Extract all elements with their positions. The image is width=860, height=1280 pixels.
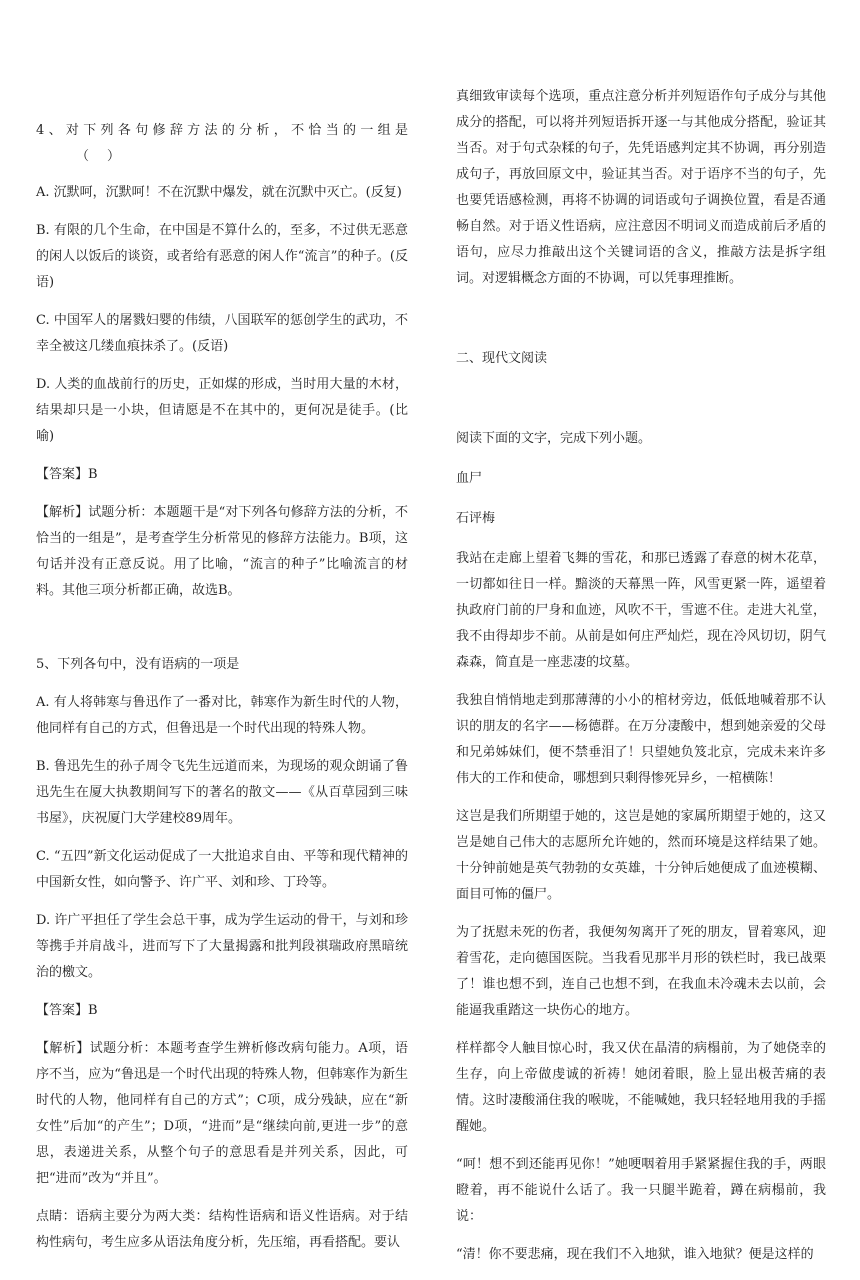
article-paragraph: 我站在走廊上望着飞舞的雪花，和那已透露了春意的树木花草，一切都如往日一样。黯淡的天幕黑一阵，风雪更紧一阵，遥望着执政府门前的尸身和血迹，风吹不干，雪遮不住。走进大礼堂，我不由得却步不前。从前是如何庄严灿烂，现在冷风切切，阴气森森，简直是一座悲凄的坟墓。 (456, 551, 826, 670)
question-4-option-b: B. 有限的几个生命，在中国是不算什么的，至多，不过供无恶意的闲人以饭后的谈资，或者给有恶意的闲人作“流言”的种子。(反语) (36, 223, 408, 290)
question-5-option-d: D. 许广平担任了学生会总干事，成为学生运动的骨干，与刘和珍等携手并肩战斗，进而写下了大量揭露和批判段祺瑞政府黑暗统治的檄文。 (36, 913, 408, 980)
article-author: 石评梅 (456, 511, 496, 526)
question-5-answer: 【答案】B (36, 1003, 98, 1018)
question-4-answer: 【答案】B (36, 467, 98, 482)
section-title: 二、现代文阅读 (456, 351, 548, 366)
article-paragraph: 这岂是我们所期望于她的，这岂是她的家属所期望于她的，这又岂是她自己伟大的志愿所允许她的，然而环境是这样结果了她。十分钟前她是英气勃勃的女英雄，十分钟后她便成了血迹模糊、面目可怖的僵尸。 (456, 809, 826, 902)
question-4-stem-text: 4、对下列各句修辞方法的分析，不恰当的一组是 (36, 123, 408, 138)
article-paragraph: 我独自悄悄地走到那薄薄的小小的棺材旁边，低低地喊着那不认识的朋友的名字——杨德群。在万分凄酸中，想到她亲爱的父母和兄弟姊妹们，便不禁垂泪了！只望她负笈北京，完成未来许多伟大的工作和使命，哪想到只剩得惨死异乡，一棺横陈！ (456, 693, 826, 786)
article-paragraph: “呵！想不到还能再见你！”她哽咽着用手紧紧握住我的手，两眼瞪着，再不能说什么话了。我一只腿半跪着，蹲在病榻前，我说： (456, 1157, 826, 1224)
question-5-stem: 5、下列各句中，没有语病的一项是 (36, 657, 240, 672)
question-4-option-a: A. 沉默呵，沉默呵！不在沉默中爆发，就在沉默中灭亡。(反复) (36, 185, 402, 200)
article-title: 血尸 (456, 471, 483, 486)
spacer (456, 304, 826, 346)
question-4-analysis: 【解析】试题分析：本题题干是“对下列各句修辞方法的分析，不恰当的一组是”，是考查学生分析常见的修辞方法能力。B项，这句话并没有正意反说。用了比喻，“流言的种子”比喻流言的材料。其他三项分析都正确，故选B。 (36, 505, 408, 598)
left-column (36, 0, 408, 1268)
right-column (456, 0, 826, 1280)
question-5-analysis: 【解析】试题分析：本题考查学生辨析修改病句能力。A项，语序不当，应为“鲁迅是一个时代出现的特殊人物，但韩寒作为新生时代的人物，他同样有自己的方式”；C项，成分残缺，应在“新女性”后加“的产生”；D项，“进而”是“继续向前,更进一步”的意思，表递进关系，从整个句子的意思看是并列关系，因此，可把“进而”改为“并且”。 (36, 1041, 408, 1186)
question-4-stem (36, 118, 408, 170)
question-4-option-c: C. 中国军人的屠戮妇婴的伟绩，八国联军的惩创学生的武功，不幸全被这几缕血痕抹杀了。(反语) (36, 313, 408, 354)
article-paragraph: “清！你不要悲痛，现在我们不入地狱，谁入地狱？便是这样的 (456, 1247, 814, 1262)
spacer (36, 616, 408, 652)
reading-instruction: 阅读下面的文字，完成下列小题。 (456, 431, 652, 446)
article-paragraph: 样样都令人触目惊心时，我又伏在晶清的病榻前，为了她侥幸的生存，向上帝做虔诚的祈祷！她闭着眼，脸上显出极苦痛的表情。这时凄酸涌住我的喉咙，不能喊她，我只轻轻地用我的手摇醒她。 (456, 1041, 826, 1134)
tip-continued: 真细致审读每个选项，重点注意分析并列短语作句子成分与其他成分的搭配，可以将并列短语拆开逐一与其他成分搭配，验证其当否。对于句式杂糅的句子，先凭语感判定其不协调，再分别造成句子，再放回原文中，验证其当否。对于语序不当的句子，先也要凭语感检测，再将不协调的词语或句子调换位置，看是否通畅自然。对于语义性语病，应注意因不明词义而造成前后矛盾的语句，应尽力推敲出这个关键词语的含义，推敲方法是拆字组词。对逻辑概念方面的不协调，可以凭事理推断。 (456, 89, 826, 286)
spacer (456, 384, 826, 426)
question-5-tip: 点睛：语病主要分为两大类：结构性语病和语义性语病。对于结构性病句，考生应多从语法角度分析，先压缩，再看搭配。要认 (36, 1209, 408, 1250)
question-5-option-c: C. “五四”新文化运动促成了一大批追求自由、平等和现代精神的中国新女性，如向警予、许广平、刘和珍、丁玲等。 (36, 849, 408, 890)
question-4-option-d: D. 人类的血战前行的历史，正如煤的形成，当时用大量的木材，结果却只是一小块，但请愿是不在其中的，更何况是徒手。(比喻) (36, 377, 408, 444)
question-5-option-a: A. 有人将韩寒与鲁迅作了一番对比，韩寒作为新生时代的人物，他同样有自己的方式，但鲁迅是一个时代出现的特殊人物。 (36, 695, 408, 736)
answer-blank: （） (76, 149, 139, 164)
question-5-option-b: B. 鲁迅先生的孙子周令飞先生远道而来，为现场的观众朗诵了鲁迅先生在厦大执教期间写下的著名的散文——《从百草园到三味书屋》，庆祝厦门大学建校89周年。 (36, 759, 408, 826)
article-paragraph: 为了抚慰未死的伤者，我便匆匆离开了死的朋友，冒着寒风，迎着雪花，走向德国医院。当我看见那半月形的铁栏时，我已战栗了！谁也想不到，连自己也想不到，在我血未冷魂未去以前，会能逼我重踏这一块伤心的地方。 (456, 925, 826, 1018)
